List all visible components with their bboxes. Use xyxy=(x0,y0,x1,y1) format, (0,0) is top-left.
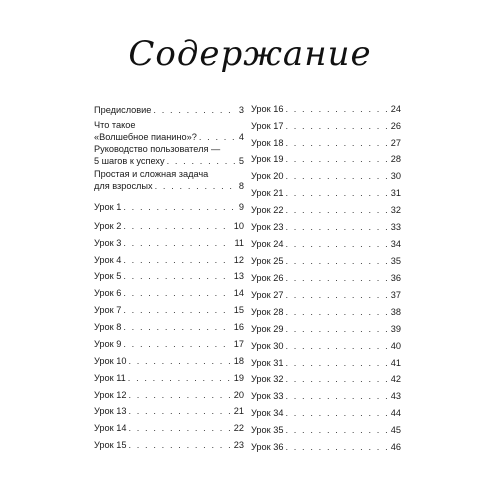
toc-entry-title: Урок 24 xyxy=(251,239,284,249)
toc-entry-page-number: 10 xyxy=(233,221,244,231)
toc-entry-title: Урок 23 xyxy=(251,222,284,232)
toc-entry-title: Урок 6 xyxy=(94,288,122,298)
dot-leader xyxy=(123,255,231,267)
toc-entry-page-number: 45 xyxy=(390,425,401,435)
toc-entry-title: Урок 25 xyxy=(251,256,284,266)
toc-entry-page-number: 11 xyxy=(234,238,244,248)
dot-leader xyxy=(285,188,388,200)
toc-entry[interactable] xyxy=(94,356,244,368)
toc-entry[interactable] xyxy=(251,205,401,217)
toc-entry[interactable] xyxy=(251,324,401,336)
toc-entry-page-number: 17 xyxy=(233,339,244,349)
toc-entry[interactable] xyxy=(94,373,244,385)
toc-entry-title: Урок 15 xyxy=(94,440,127,450)
toc-entry[interactable] xyxy=(251,290,401,302)
toc-entry-title: Урок 20 xyxy=(251,171,284,181)
toc-entry-page-number: 42 xyxy=(390,374,401,384)
dot-leader xyxy=(285,358,388,370)
toc-entry-page-number: 9 xyxy=(238,202,244,212)
toc-entry-title: Урок 34 xyxy=(251,408,284,418)
toc-entry-page-number: 16 xyxy=(233,322,244,332)
toc-entry-title: Урок 4 xyxy=(94,255,122,265)
toc-entry-page-number: 4 xyxy=(238,131,244,142)
toc-entry-title: Урок 21 xyxy=(251,188,284,198)
dot-leader xyxy=(128,390,231,402)
toc-entry-page-number: 22 xyxy=(233,423,244,433)
toc-entry[interactable] xyxy=(251,104,401,116)
toc-entry-page-number: 14 xyxy=(233,288,244,298)
toc-entry-page-number: 20 xyxy=(233,390,244,400)
toc-entry-title: Предисловие xyxy=(94,105,152,115)
toc-entry[interactable] xyxy=(94,144,244,167)
toc-entry-page-number: 8 xyxy=(238,180,244,191)
toc-entry[interactable] xyxy=(94,322,244,334)
toc-entry-page-number: 31 xyxy=(390,188,401,198)
toc-entry-page-number: 3 xyxy=(238,105,244,115)
toc-entry[interactable] xyxy=(94,423,244,435)
toc-entry-page-number: 39 xyxy=(390,324,401,334)
dot-leader xyxy=(199,132,237,144)
toc-entry-page-number: 32 xyxy=(390,205,401,215)
dot-leader xyxy=(285,391,388,403)
toc-entry-title: Урок 17 xyxy=(251,121,284,131)
toc-entry-title: Урок 22 xyxy=(251,205,284,215)
dot-leader xyxy=(167,156,237,168)
dot-leader xyxy=(285,256,388,268)
dot-leader xyxy=(285,104,388,116)
toc-entry-page-number: 28 xyxy=(390,154,401,164)
toc-entry-title: Урок 11 xyxy=(94,373,126,383)
toc-entry-title: Урок 31 xyxy=(251,358,284,368)
toc-entry[interactable] xyxy=(94,339,244,351)
toc-entry[interactable] xyxy=(94,169,244,192)
toc-entry[interactable] xyxy=(251,171,401,183)
dot-leader xyxy=(285,205,388,217)
dot-leader xyxy=(285,408,388,420)
toc-entry[interactable] xyxy=(94,288,244,300)
dot-leader xyxy=(285,290,388,302)
toc-entry-page-number: 43 xyxy=(390,391,401,401)
toc-entry[interactable] xyxy=(94,105,244,117)
toc-entry-title: Урок 8 xyxy=(94,322,122,332)
toc-entry-page-number: 38 xyxy=(390,307,401,317)
toc-entry-title: Урок 13 xyxy=(94,406,127,416)
toc-entry[interactable] xyxy=(94,202,244,214)
toc-entry[interactable] xyxy=(251,188,401,200)
toc-entry[interactable] xyxy=(251,442,401,454)
toc-entry[interactable] xyxy=(251,121,401,133)
dot-leader xyxy=(123,202,237,214)
toc-entry-title: Урок 30 xyxy=(251,341,284,351)
dot-leader xyxy=(285,374,388,386)
page-title: Содержание xyxy=(128,34,372,74)
toc-entry-title: Урок 9 xyxy=(94,339,122,349)
toc-entry-title: 5 шагов к успеху xyxy=(94,155,165,166)
toc-entry-title: Урок 27 xyxy=(251,290,284,300)
dot-leader xyxy=(285,222,388,234)
toc-entry[interactable] xyxy=(94,238,244,250)
toc-entry-page-number: 24 xyxy=(390,104,401,114)
dot-leader xyxy=(285,138,388,150)
dot-leader xyxy=(128,406,231,418)
toc-entry-title: Урок 3 xyxy=(94,238,122,248)
toc-entry-title: Урок 2 xyxy=(94,221,122,231)
toc-entry-page-number: 27 xyxy=(390,138,401,148)
toc-entry-page-number: 19 xyxy=(233,373,244,383)
toc-entry-title: Урок 12 xyxy=(94,390,127,400)
toc-entry[interactable] xyxy=(251,307,401,319)
toc-entry-page-number: 30 xyxy=(390,171,401,181)
dot-leader xyxy=(123,305,231,317)
dot-leader xyxy=(285,171,388,183)
toc-entry[interactable] xyxy=(251,154,401,166)
toc-entry-title: Урок 29 xyxy=(251,324,284,334)
dot-leader xyxy=(285,121,388,133)
toc-entry[interactable] xyxy=(251,273,401,285)
toc-entry-page-number: 35 xyxy=(390,256,401,266)
dot-leader xyxy=(153,105,236,117)
toc-entry-title: Урок 26 xyxy=(251,273,284,283)
toc-entry-page-number: 33 xyxy=(390,222,401,232)
toc-entry-page-number: 5 xyxy=(238,155,244,166)
toc-entry[interactable] xyxy=(94,406,244,418)
dot-leader xyxy=(285,154,388,166)
toc-entry[interactable] xyxy=(94,221,244,233)
toc-entry[interactable] xyxy=(251,374,401,386)
toc-entry-title-line: Руководство пользователя — xyxy=(94,144,221,154)
toc-entry-title: Урок 16 xyxy=(251,104,284,114)
toc-entry-title: Урок 28 xyxy=(251,307,284,317)
toc-entry[interactable] xyxy=(251,391,401,403)
dot-leader xyxy=(285,425,388,437)
toc-entry[interactable] xyxy=(251,256,401,268)
toc-entry[interactable] xyxy=(94,390,244,402)
dot-leader xyxy=(123,221,231,233)
toc-entry-title: Урок 19 xyxy=(251,154,284,164)
toc-entry[interactable] xyxy=(251,408,401,420)
dot-leader xyxy=(155,181,237,193)
toc-entry-title: Урок 1 xyxy=(94,202,122,212)
toc-entry-page-number: 37 xyxy=(390,290,401,300)
dot-leader xyxy=(285,442,388,454)
toc-entry-title: Урок 5 xyxy=(94,271,122,281)
toc-entry-title: «Волшебное пианино»? xyxy=(94,131,197,142)
toc-entry[interactable] xyxy=(94,305,244,317)
toc-entry-title: Урок 10 xyxy=(94,356,127,366)
dot-leader xyxy=(128,440,231,452)
dot-leader xyxy=(128,356,231,368)
dot-leader xyxy=(285,341,388,353)
toc-entry-page-number: 46 xyxy=(390,442,401,452)
toc-entry[interactable] xyxy=(251,222,401,234)
toc-entry-title-line: Простая и сложная задача xyxy=(94,169,209,179)
toc-entry-page-number: 23 xyxy=(233,440,244,450)
toc-entry[interactable] xyxy=(251,239,401,251)
toc-entry[interactable] xyxy=(251,138,401,150)
toc-entry-page-number: 36 xyxy=(390,273,401,283)
dot-leader xyxy=(123,288,231,300)
toc-entry-title: Урок 32 xyxy=(251,374,284,384)
toc-entry[interactable] xyxy=(94,271,244,283)
toc-entry[interactable] xyxy=(94,120,244,143)
toc-entry-page-number: 40 xyxy=(390,341,401,351)
toc-entry-title: Урок 18 xyxy=(251,138,284,148)
toc-entry-title: Урок 36 xyxy=(251,442,284,452)
toc-entry[interactable] xyxy=(251,425,401,437)
toc-entry-page-number: 12 xyxy=(233,255,244,265)
toc-entry-page-number: 34 xyxy=(390,239,401,249)
toc-entry-title: Урок 33 xyxy=(251,391,284,401)
dot-leader xyxy=(123,339,231,351)
dot-leader xyxy=(285,239,388,251)
dot-leader xyxy=(123,271,231,283)
toc-entry-title: Урок 14 xyxy=(94,423,127,433)
dot-leader xyxy=(285,324,388,336)
toc-entry-page-number: 13 xyxy=(233,271,244,281)
dot-leader xyxy=(285,307,388,319)
dot-leader xyxy=(128,373,232,385)
toc-entry-page-number: 21 xyxy=(233,406,244,416)
dot-leader xyxy=(285,273,388,285)
toc-entry[interactable] xyxy=(251,358,401,370)
toc-entry-title: для взрослых xyxy=(94,180,153,191)
toc-entry-title: Урок 7 xyxy=(94,305,122,315)
toc-entry[interactable] xyxy=(94,440,244,452)
toc-entry[interactable] xyxy=(251,341,401,353)
toc-entry-title-line: Что такое xyxy=(94,120,136,130)
toc-entry-page-number: 41 xyxy=(390,358,401,368)
toc-entry-title: Урок 35 xyxy=(251,425,284,435)
dot-leader xyxy=(123,238,232,250)
toc-entry-page-number: 15 xyxy=(233,305,244,315)
toc-entry[interactable] xyxy=(94,255,244,267)
dot-leader xyxy=(128,423,231,435)
toc-entry-page-number: 26 xyxy=(390,121,401,131)
toc-entry-page-number: 44 xyxy=(390,408,401,418)
dot-leader xyxy=(123,322,231,334)
toc-entry-page-number: 18 xyxy=(233,356,244,366)
